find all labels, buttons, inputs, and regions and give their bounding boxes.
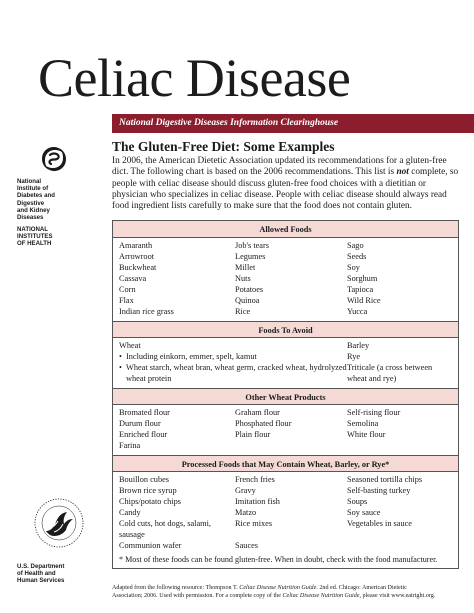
list-item: Seeds (347, 252, 367, 261)
list-item: French fries (235, 475, 275, 484)
list-item: Rice (235, 307, 251, 316)
bullet-icon: • (119, 352, 122, 361)
avoid-left-column (119, 340, 347, 384)
hhs-seal-icon (33, 497, 85, 549)
list-item: Soups (347, 497, 368, 506)
list-item: Graham flour (235, 408, 280, 417)
list-item: Durum flour (119, 419, 161, 428)
list-item: Chips/potato chips (119, 497, 181, 506)
list-item: Cassava (119, 274, 147, 283)
list-item: Corn (119, 285, 136, 294)
list-item: Seasoned tortilla chips (347, 475, 423, 484)
list-item: Flax (119, 296, 134, 305)
list-item: • Wheat starch, wheat bran, wheat germ, cracked wheat, hydrolyzed wheat protein (119, 363, 347, 383)
list-item: Sago (347, 241, 364, 250)
list-item: Phosphated flour (235, 419, 292, 428)
list-item (347, 440, 452, 451)
list-item: Enriched flour (119, 430, 168, 439)
list-item: Sauces (235, 541, 259, 550)
clearinghouse-banner (112, 114, 474, 133)
list-item: Triticale (a cross between wheat and rye) (347, 363, 433, 383)
list-item: Tapioca (347, 285, 374, 294)
list-item: Arrowroot (119, 252, 155, 261)
list-item: Semolina (347, 419, 379, 428)
list-item: Wild Rice (347, 296, 381, 305)
avoid-right-column (347, 340, 452, 384)
section-heading: The Gluten-Free Diet: Some Examples (112, 139, 335, 154)
list-item (347, 540, 452, 551)
list-item: Soy (347, 263, 360, 272)
list-item: Vegetables in sauce (347, 519, 412, 528)
list-item (235, 440, 347, 451)
list-item: White flour (347, 430, 386, 439)
table-footnote: * Most of these foods can be found gluten-free. When in doubt, check with the food manufacturer. (119, 555, 438, 564)
allowed-foods-list (113, 238, 458, 321)
list-item: Soy sauce (347, 508, 381, 517)
list-item: Nuts (235, 274, 251, 283)
list-item: Self-rising flour (347, 408, 401, 417)
list-item: Barley (347, 341, 370, 350)
list-item: Rye (347, 352, 361, 361)
intro-paragraph: In 2006, the American Dietetic Association updated its recommendations for a gluten-free dict. The following chart is based on the 2006 recommendations. This list is not complete, so people with celiac disease should discuss gluten-free food choices with a dietitian or physician who specializes in celiac disease. People with celiac disease should always read food ingredient lists carefully to make sure that the food does not contain gluten. (112, 156, 459, 212)
foods-to-avoid-list (113, 338, 458, 388)
gluten-free-diet-table (112, 220, 459, 569)
institute-name: National Institute of Diabetes and Digestive and Kidney Diseases (17, 178, 55, 222)
list-item: Plain flour (235, 430, 271, 439)
list-item: Communion wafer (119, 541, 182, 550)
list-item: Buckwheat (119, 263, 157, 272)
list-item: Matzo (235, 508, 257, 517)
list-item: Quinoa (235, 296, 260, 305)
list-item: Farina (119, 441, 141, 450)
list-item: Rice mixes (235, 519, 273, 528)
nih-name: NATIONAL INSTITUTES OF HEALTH (17, 226, 53, 248)
list-item: Bouillon cubes (119, 475, 170, 484)
other-wheat-products-list (113, 405, 458, 455)
page-title: Celiac Disease (38, 48, 351, 108)
list-item: Cold cuts, hot dogs, salami, sausage (119, 519, 211, 539)
list-item: Gravy (235, 486, 256, 495)
list-item: • Including einkorn, emmer, spelt, kamut (119, 352, 257, 361)
list-item: Imitation fish (235, 497, 280, 506)
list-item: Brown rice syrup (119, 486, 177, 495)
list-item: Amaranth (119, 241, 153, 250)
list-item: Candy (119, 508, 141, 517)
list-item: Millet (235, 263, 256, 272)
other-wheat-products-header: Other Wheat Products (113, 388, 458, 405)
source-citation: Adapted from the following resource: Thompson T. Celiac Disease Nutrition Guide. 2nd ed. Chicago: American Dietetic Association; 2006. Used with permission. For a complete copy of the Celiac Disease Nutrition Guide, please visit www.eatright.org. (112, 585, 436, 600)
list-item: Legumes (235, 252, 266, 261)
list-item: Bromated flour (119, 408, 170, 417)
foods-to-avoid-header: Foods To Avoid (113, 321, 458, 338)
list-item: Wheat (119, 341, 141, 350)
hhs-name: U.S. Department of Health and Human Services (17, 563, 65, 585)
list-item: Sorghum (347, 274, 378, 283)
list-item: Self-basting turkey (347, 486, 411, 495)
list-item: Potatoes (235, 285, 264, 294)
list-item: Yucca (347, 307, 368, 316)
banner-text: National Digestive Diseases Information Clearinghouse (119, 118, 339, 128)
list-item: Indian rice grass (119, 307, 174, 316)
nih-logo-icon (41, 146, 67, 172)
list-item: Job's tears (235, 241, 269, 250)
bullet-icon: • (119, 363, 122, 372)
processed-foods-list (113, 472, 458, 555)
processed-foods-header: Processed Foods that May Contain Wheat, Barley, or Rye* (113, 455, 458, 472)
allowed-foods-header: Allowed Foods (113, 221, 458, 238)
